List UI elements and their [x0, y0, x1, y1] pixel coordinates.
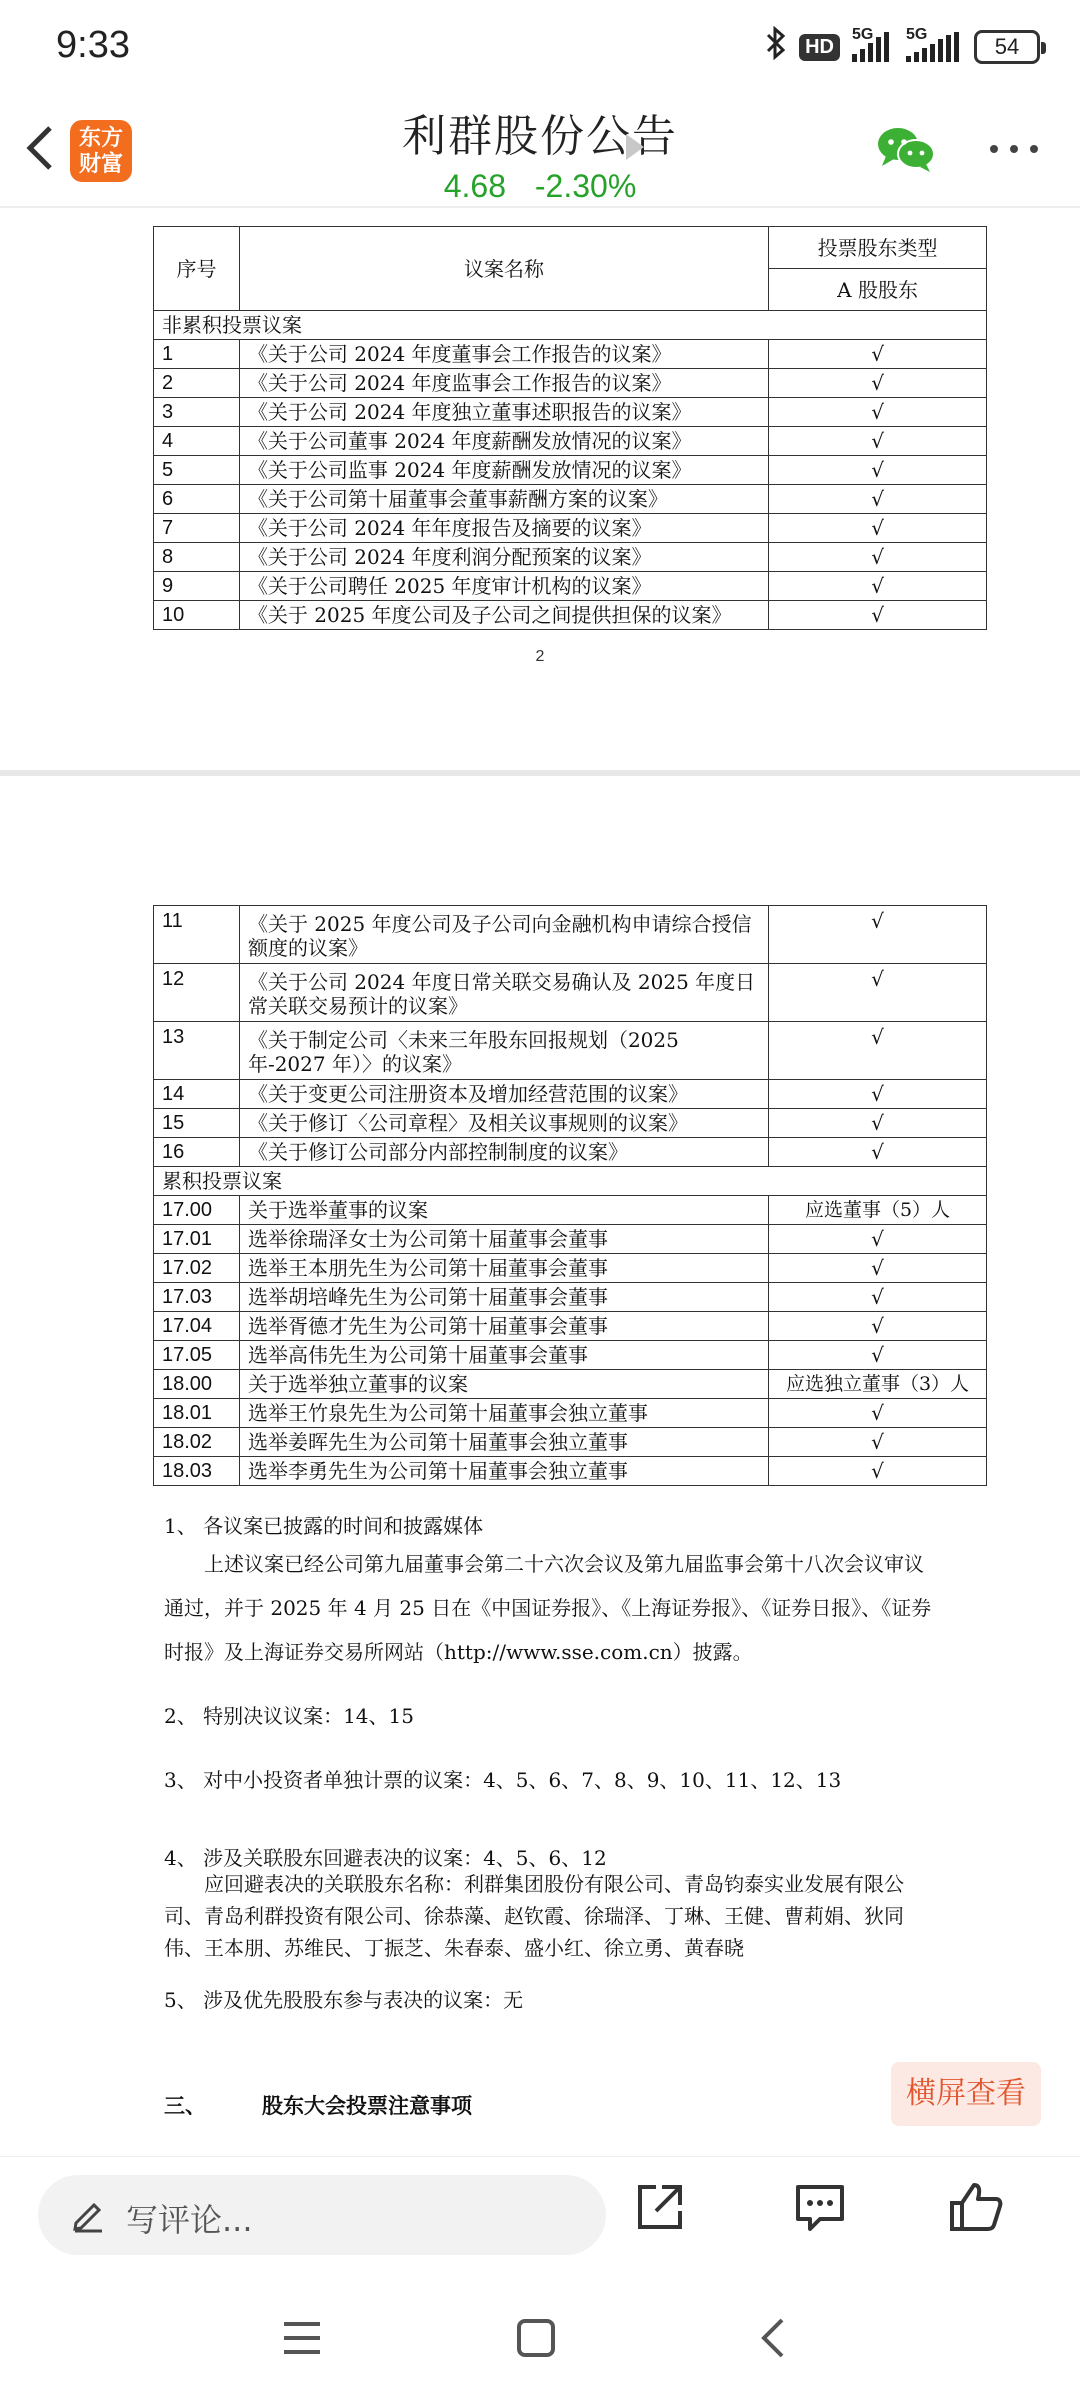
- table-row: [154, 1080, 987, 1109]
- cell-no: 17.03: [154, 1283, 240, 1312]
- cell-no: 14: [154, 1080, 240, 1109]
- col-header-type: 投票股东类型: [769, 227, 987, 269]
- section-label-noncumulative: 非累积投票议案: [154, 311, 987, 340]
- cell-no: 4: [154, 427, 240, 456]
- table-row: [154, 1225, 987, 1254]
- cell-mark: √: [769, 1080, 987, 1109]
- cell-no: 17.01: [154, 1225, 240, 1254]
- wechat-icon[interactable]: [876, 124, 936, 174]
- page-title: 利群股份公告: [402, 111, 678, 162]
- cell-no: 18.01: [154, 1399, 240, 1428]
- cell-no: 18.03: [154, 1457, 240, 1486]
- motions-table-part1: [153, 226, 987, 630]
- cell-no: 15: [154, 1109, 240, 1138]
- system-nav-bar: [0, 2276, 1080, 2400]
- cell-name: 《关于公司董事 2024 年度薪酬发放情况的议案》: [239, 427, 768, 456]
- cell-mark: √: [769, 572, 987, 601]
- cell-mark: 应选独立董事（3）人: [769, 1370, 987, 1399]
- cell-mark: √: [769, 398, 987, 427]
- cell-mark: √: [769, 1312, 987, 1341]
- cell-name: 《关于公司 2024 年度利润分配预案的议案》: [239, 543, 768, 572]
- pen-icon: [70, 2197, 106, 2233]
- table-row: [154, 427, 987, 456]
- col-header-name: 议案名称: [239, 227, 768, 311]
- table-row: [154, 1341, 987, 1370]
- table-row: [154, 398, 987, 427]
- table-row: [154, 1196, 987, 1225]
- signal-5g-icon-2: 5G: [906, 32, 962, 62]
- table-row: [154, 964, 987, 1022]
- cell-no: 13: [154, 1022, 240, 1080]
- cell-mark: √: [769, 1283, 987, 1312]
- stock-change: -2.30%: [534, 168, 637, 204]
- note-2: 2、 特别决议议案：14、15: [164, 1704, 414, 1728]
- cell-name: 《关于公司第十届董事会董事薪酬方案的议案》: [239, 485, 768, 514]
- cell-name: 《关于公司 2024 年度独立董事述职报告的议案》: [239, 398, 768, 427]
- cell-no: 5: [154, 456, 240, 485]
- cell-name: 选举胥德才先生为公司第十届董事会董事: [239, 1312, 768, 1341]
- section-3-heading: [164, 2090, 528, 2120]
- cell-no: 12: [154, 964, 240, 1022]
- stock-price: 4.68: [443, 168, 506, 204]
- motions-table-part2: [153, 905, 987, 1486]
- col-header-sub: A 股股东: [769, 269, 987, 311]
- cell-no: 9: [154, 572, 240, 601]
- table-row: [154, 1283, 987, 1312]
- table-row: [154, 485, 987, 514]
- cell-name: 选举高伟先生为公司第十届董事会董事: [239, 1341, 768, 1370]
- comment-placeholder: 写评论...: [126, 2201, 253, 2239]
- status-time: 9:33: [56, 24, 130, 66]
- cell-name: 《关于修订公司部分内部控制制度的议案》: [239, 1138, 768, 1167]
- battery-icon: 54: [974, 30, 1040, 64]
- table-row: [154, 1370, 987, 1399]
- table-row: [154, 601, 987, 630]
- cell-no: 18.02: [154, 1428, 240, 1457]
- table-row: [154, 543, 987, 572]
- table-row: [154, 456, 987, 485]
- table-row: [154, 369, 987, 398]
- like-icon[interactable]: [948, 2179, 1004, 2235]
- col-header-no: 序号: [154, 227, 240, 311]
- cell-name: 《关于公司聘任 2025 年度审计机构的议案》: [239, 572, 768, 601]
- play-arrow-icon[interactable]: [626, 134, 644, 160]
- cell-name: 选举徐瑞泽女士为公司第十届董事会董事: [239, 1225, 768, 1254]
- menu-icon[interactable]: [280, 2316, 324, 2360]
- table-row: [154, 1428, 987, 1457]
- table-row: [154, 1312, 987, 1341]
- share-icon[interactable]: [632, 2179, 688, 2235]
- cell-no: 7: [154, 514, 240, 543]
- app-logo[interactable]: 东方财富: [70, 120, 132, 182]
- cell-mark: √: [769, 543, 987, 572]
- hd-badge: HD: [799, 34, 840, 61]
- note-4-body: 应回避表决的关联股东名称：利群集团股份有限公司、青岛钧泰实业发展有限公司、青岛利群投资有限公司、徐恭藻、赵钦霞、徐瑞泽、丁琳、王健、曹莉娟、狄同伟、王本朋、苏维民、丁振芝、朱春泰、盛小红、徐立勇、黄春晓: [164, 1872, 904, 1960]
- signal-5g-icon: 5G: [852, 32, 894, 62]
- note-3: 3、 对中小投资者单独计票的议案：4、5、6、7、8、9、10、11、12、13: [164, 1768, 842, 1792]
- cell-no: 17.04: [154, 1312, 240, 1341]
- cell-name: 《关于变更公司注册资本及增加经营范围的议案》: [239, 1080, 768, 1109]
- cell-mark: √: [769, 1457, 987, 1486]
- table-row: [154, 1254, 987, 1283]
- cell-no: 17.05: [154, 1341, 240, 1370]
- cell-no: 2: [154, 369, 240, 398]
- table-row: [154, 1399, 987, 1428]
- cell-mark: √: [769, 1225, 987, 1254]
- page-divider: [0, 770, 1080, 776]
- table-row: [154, 340, 987, 369]
- cell-no: 8: [154, 543, 240, 572]
- cell-mark: √: [769, 601, 987, 630]
- cell-no: 18.00: [154, 1370, 240, 1399]
- table-row: [154, 514, 987, 543]
- table-row: [154, 1109, 987, 1138]
- cell-name: 选举胡培峰先生为公司第十届董事会董事: [239, 1283, 768, 1312]
- cell-mark: √: [769, 1254, 987, 1283]
- cell-mark: √: [769, 1428, 987, 1457]
- cell-mark: √: [769, 1138, 987, 1167]
- cell-name: 《关于公司监事 2024 年度薪酬发放情况的议案》: [239, 456, 768, 485]
- cell-mark: √: [769, 340, 987, 369]
- header: [0, 96, 1080, 208]
- cell-mark: √: [769, 1022, 987, 1080]
- more-icon[interactable]: [988, 132, 1040, 158]
- cell-name: 《关于制定公司〈未来三年股东回报规划（2025 年-2027 年）〉的议案》: [239, 1022, 768, 1080]
- cell-no: 11: [154, 906, 240, 964]
- bluetooth-icon: [765, 26, 787, 68]
- cell-name: 《关于 2025 年度公司及子公司向金融机构申请综合授信额度的议案》: [239, 906, 768, 964]
- page-number: 2: [535, 648, 545, 665]
- cell-name: 关于选举董事的议案: [239, 1196, 768, 1225]
- cell-no: 3: [154, 398, 240, 427]
- note-5: 5、 涉及优先股股东参与表决的议案：无: [164, 1988, 524, 2012]
- table-row: [154, 1138, 987, 1167]
- cell-name: 《关于 2025 年度公司及子公司之间提供担保的议案》: [239, 601, 768, 630]
- cell-mark: √: [769, 514, 987, 543]
- cell-name: 《关于公司 2024 年度日常关联交易确认及 2025 年度日常关联交易预计的议案》: [239, 964, 768, 1022]
- cell-no: 16: [154, 1138, 240, 1167]
- home-icon[interactable]: [514, 2316, 558, 2360]
- cell-mark: √: [769, 485, 987, 514]
- cell-mark: √: [769, 369, 987, 398]
- cell-mark: 应选董事（5）人: [769, 1196, 987, 1225]
- note-1-title: 1、 各议案已披露的时间和披露媒体: [164, 1514, 484, 1538]
- section-label-cumulative: 累积投票议案: [154, 1167, 987, 1196]
- cell-mark: √: [769, 964, 987, 1022]
- table-row: [154, 906, 987, 964]
- cell-name: 选举王竹泉先生为公司第十届董事会独立董事: [239, 1399, 768, 1428]
- cell-no: 10: [154, 601, 240, 630]
- cell-mark: √: [769, 1341, 987, 1370]
- cell-name: 选举王本朋先生为公司第十届董事会董事: [239, 1254, 768, 1283]
- cell-no: 6: [154, 485, 240, 514]
- cell-name: 《关于公司 2024 年度董事会工作报告的议案》: [239, 340, 768, 369]
- cell-no: 17.00: [154, 1196, 240, 1225]
- table-row: [154, 572, 987, 601]
- cell-mark: √: [769, 906, 987, 964]
- cell-name: 关于选举独立董事的议案: [239, 1370, 768, 1399]
- table-row: [154, 1022, 987, 1080]
- cell-name: 《关于公司 2024 年年度报告及摘要的议案》: [239, 514, 768, 543]
- cell-mark: √: [769, 427, 987, 456]
- cell-name: 选举李勇先生为公司第十届董事会独立董事: [239, 1457, 768, 1486]
- cell-name: 选举姜晖先生为公司第十届董事会独立董事: [239, 1428, 768, 1457]
- cell-name: 《关于公司 2024 年度监事会工作报告的议案》: [239, 369, 768, 398]
- cell-name: 《关于修订〈公司章程〉及相关议事规则的议案》: [239, 1109, 768, 1138]
- section-3-number: 三、: [164, 2093, 206, 2118]
- cell-mark: √: [769, 1109, 987, 1138]
- status-icons: [765, 26, 1040, 68]
- table-row: [154, 1457, 987, 1486]
- landscape-view-button[interactable]: 横屏查看: [891, 2062, 1041, 2126]
- cell-mark: √: [769, 1399, 987, 1428]
- section-3-title: 股东大会投票注意事项: [262, 2093, 472, 2118]
- bottom-action-bar: [0, 2156, 1080, 2276]
- cell-no: 17.02: [154, 1254, 240, 1283]
- back-icon[interactable]: [752, 2316, 796, 2360]
- status-bar: [0, 0, 1080, 96]
- comment-icon[interactable]: [792, 2179, 848, 2235]
- note-1-body: 上述议案已经公司第九届董事会第二十六次会议及第九届监事会第十八次会议审议通过，并于 2025 年 4 月 25 日在《中国证券报》、《上海证券报》、《证券日报》、《证券时报》及上海证券交易所网站（http://www.sse.com.cn）披露。: [164, 1552, 932, 1664]
- note-4-title: 4、 涉及关联股东回避表决的议案：4、5、6、12: [164, 1846, 607, 1870]
- comment-input[interactable]: [38, 2175, 606, 2255]
- cell-no: 1: [154, 340, 240, 369]
- cell-mark: √: [769, 456, 987, 485]
